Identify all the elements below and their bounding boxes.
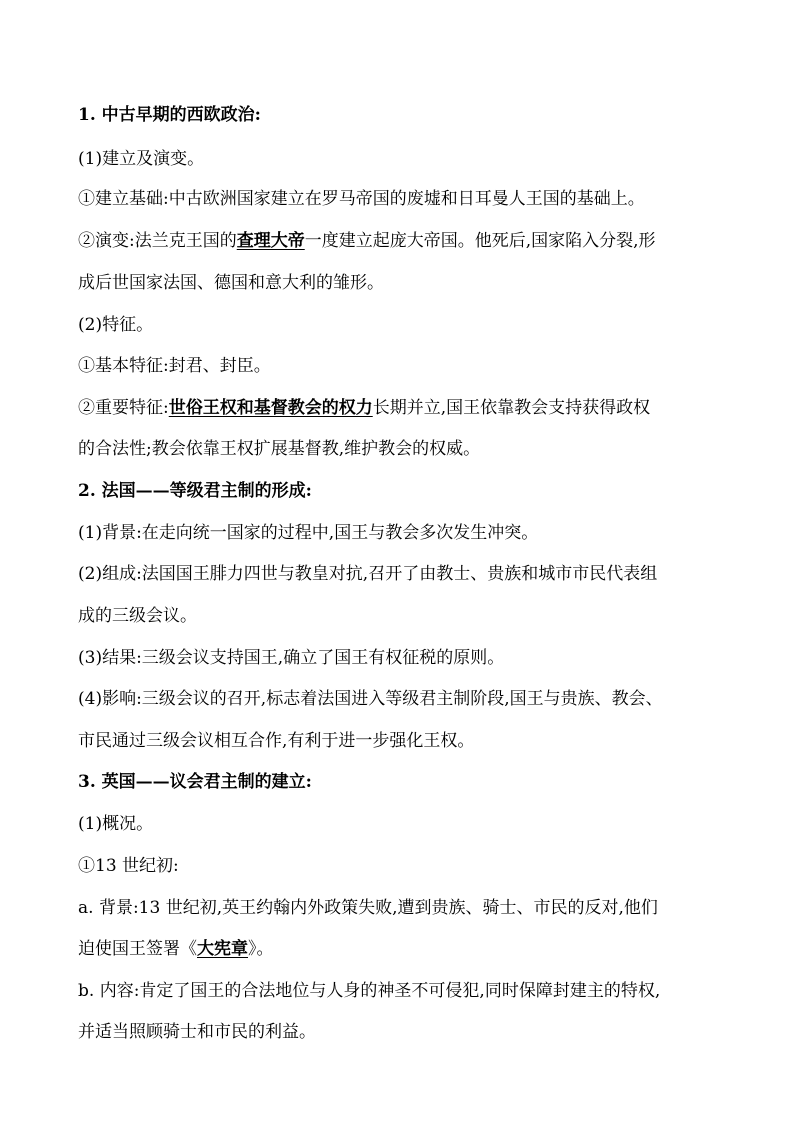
- section-2-paragraph-4-line-1: (4)影响:三级会议的召开,标志着法国进入等级君主制阶段,国王与贵族、教会、: [78, 689, 663, 709]
- section-2-paragraph-3: (3)结果:三级会议支持国王,确立了国王有权征税的原则。: [78, 648, 505, 668]
- section-1-paragraph-3: ①基本特征:封君、封臣。: [78, 356, 271, 376]
- section-1-paragraph-1: ①建立基础:中古欧洲国家建立在罗马帝国的废墟和日耳曼人王国的基础上。: [78, 189, 645, 209]
- text-run: 一度建立起庞大帝国。他死后,国家陷入分裂,形: [304, 231, 656, 251]
- section-1-paragraph-4-line-2: 的合法性;教会依靠王权扩展基督教,维护教会的权威。: [78, 439, 481, 459]
- section-2-heading: 2. 法国——等级君主制的形成:: [78, 481, 312, 501]
- text-run: 迫使国王签署《: [78, 939, 197, 959]
- section-3-heading: 3. 英国——议会君主制的建立:: [78, 772, 312, 792]
- keyword-secular-and-church-power: 世俗王权和基督教会的权力: [168, 398, 373, 418]
- text-run: ②演变:法兰克王国的: [78, 231, 237, 251]
- section-3-paragraph-2-line-1: a. 背景:13 世纪初,英王约翰内外政策失败,遭到贵族、骑士、市民的反对,他们: [78, 898, 658, 918]
- section-1-subheading-2: (2)特征。: [78, 315, 154, 335]
- section-2-paragraph-1: (1)背景:在走向统一国家的过程中,国王与教会多次发生冲突。: [78, 523, 539, 543]
- section-1-paragraph-4-line-1: [78, 397, 650, 419]
- text-run: 》。: [248, 939, 274, 959]
- text-run: 长期并立,国王依靠教会支持获得政权: [372, 398, 651, 418]
- section-2-paragraph-4-line-2: 市民通过三级会议相互合作,有利于进一步强化王权。: [78, 731, 475, 751]
- section-1-paragraph-2-line-1: [78, 230, 656, 252]
- section-2-paragraph-2-line-2: 成的三级会议。: [78, 606, 197, 626]
- section-1-heading: 1. 中古早期的西欧政治:: [78, 105, 261, 125]
- section-1-subheading-1: (1)建立及演变。: [78, 149, 205, 169]
- keyword-magna-carta: 大宪章: [197, 939, 248, 959]
- section-3-subheading-1: (1)概况。: [78, 814, 154, 834]
- section-2-paragraph-2-line-1: (2)组成:法国国王腓力四世与教皇对抗,召开了由教士、贵族和城市市民代表组: [78, 564, 658, 584]
- section-3-paragraph-3-line-2: 并适当照顾骑士和市民的利益。: [78, 1022, 316, 1042]
- section-3-paragraph-2-line-2: [78, 938, 274, 960]
- section-3-paragraph-3-line-1: b. 内容:肯定了国王的合法地位与人身的神圣不可侵犯,同时保障封建主的特权,: [78, 981, 661, 1001]
- section-3-paragraph-1: ①13 世纪初:: [78, 856, 179, 876]
- text-run: ②重要特征:: [78, 398, 169, 418]
- section-1-paragraph-2-line-2: 成后世国家法国、德国和意大利的雏形。: [78, 273, 384, 293]
- keyword-charlemagne: 查理大帝: [236, 231, 305, 251]
